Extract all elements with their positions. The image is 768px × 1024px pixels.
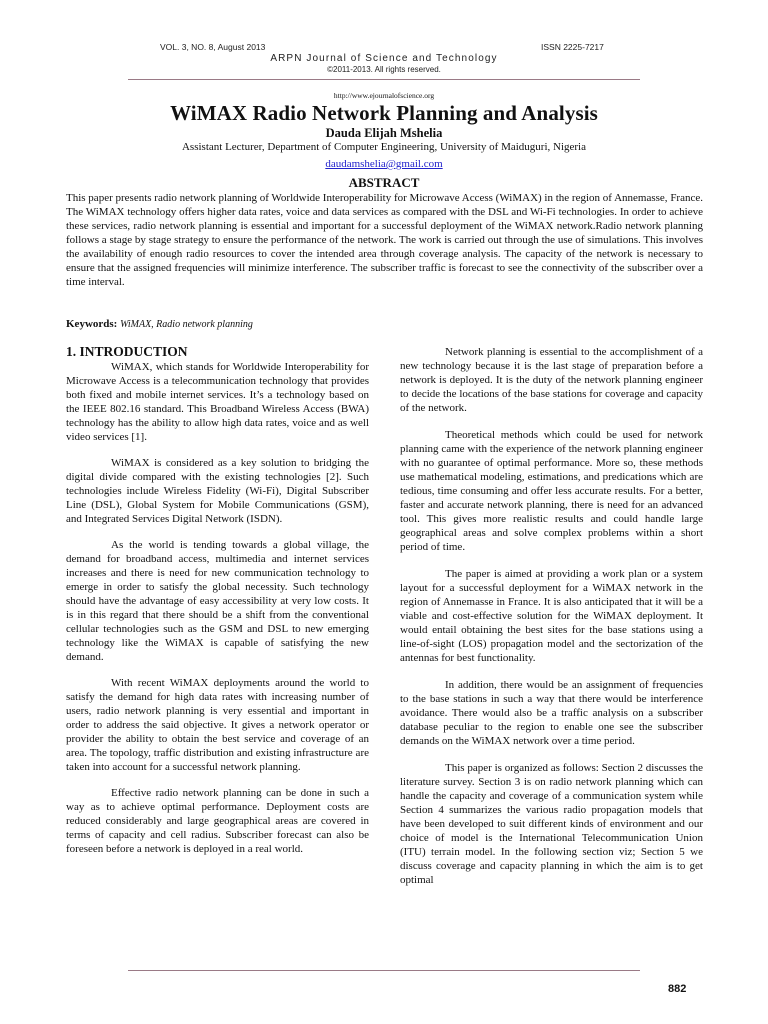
paragraph: The paper is aimed at providing a work plan or a system layout for a successful deployment for a WiMAX network in the region of Annemasse in France. It is also anticipated that it will be a viable and cost-effective solution for the WiMAX deployment. It would entail obtaining the best sites for the base stations using a line-of-sight (LOS) propagation model and the sectorization of the antennas for best functionality. — [400, 568, 703, 664]
volume-info: VOL. 3, NO. 8, August 2013 — [160, 42, 266, 52]
header-divider — [128, 79, 640, 80]
paragraph: Network planning is essential to the accomplishment of a new technology because it is the last stage of preparation before a network is deployed. It is the duty of the network planning engineer to decide the locations of the base stations for coverage and capacity of the network. — [400, 346, 703, 414]
keywords-label: Keywords: — [66, 318, 118, 330]
paragraph: This paper is organized as follows: Section 2 discusses the literature survey. Section 3 is on radio network planning which can handle the capacity and coverage of a communication system while Section 4 summarizes the various radio propagation models that have been developed to suit different kinds of environment and our choice of model is the International Telecommunication Union (ITU) terrain model. In the following section viz; Section 5 we discuss coverage and capacity planning in which the aim is to get optimal — [400, 762, 703, 886]
footer-divider — [128, 970, 640, 971]
paragraph: Theoretical methods which could be used for network planning came with the experience of the network planning engineer with no guarantee of optimal performance. More so, these methods use mathematical modeling, estimations, and predications which are tedious, time consuming and offer less accurate results. For a better, faster and accurate network planning, there is need for an advanced tool. This gives more realistic results and could handle large geographical areas and solve complex problems within a short period of time. — [400, 429, 703, 553]
paper-title: WiMAX Radio Network Planning and Analysis — [170, 101, 598, 125]
page-number: 882 — [668, 983, 687, 995]
author-email — [0, 158, 768, 170]
journal-url[interactable]: http://www.ejournalofscience.org — [333, 91, 435, 100]
email-link[interactable]: daudamshelia@gmail.com — [325, 158, 443, 170]
author-affiliation: Assistant Lecturer, Department of Computer Engineering, University of Maiduguri, Nigeria — [181, 141, 586, 153]
keywords — [66, 318, 253, 330]
keywords-value: WiMAX, Radio network planning — [120, 319, 253, 330]
issn: ISSN 2225-7217 — [541, 42, 604, 52]
left-column — [66, 344, 369, 868]
paragraph: Effective radio network planning can be done in such a way as to achieve optimal performance. Deployment costs are reduced considerably and large geographical areas are covered in terms of capacity and cell radius. Subscriber forecast can also be foreseen before a network is deployed in a real world. — [66, 787, 369, 855]
author-name: Dauda Elijah Mshelia — [325, 126, 443, 140]
paragraph: In addition, there would be an assignment of frequencies to the base stations in such a way that there would be interference avoidance. There would also be a traffic analysis on a subscriber database peculiar to the region to enable one see the subscriber demands on the WiMAX network over a time period. — [400, 679, 703, 747]
copyright: ©2011-2013. All rights reserved. — [327, 65, 441, 74]
paragraph: WiMAX is considered as a key solution to bridging the digital divide compared with the existing technologies [2]. Such technologies include Wireless Fidelity (Wi-Fi), Digital Subscriber Line (DSL), Global System for Mobile Communications (GSM), and Integrated Services Digital Network (ISDN). — [66, 457, 369, 525]
journal-name: ARPN Journal of Science and Technology — [270, 53, 498, 64]
paragraph: WiMAX, which stands for Worldwide Interoperability for Microwave Access is a telecommunication technology that provides both fixed and mobile internet services. It’s a technology based on the IEEE 802.16 standard. This Broadband Wireless Access (BWA) technology has the ability to allow high data rates, voice and as well video services [1]. — [66, 361, 369, 443]
section-heading: 1. INTRODUCTION — [66, 344, 188, 359]
paragraph: With recent WiMAX deployments around the world to satisfy the demand for high data rates with increasing number of users, radio network planning is very essential and important in order to address the said objective. It gives a network operator or provider the ability to obtain the best service and coverage of an area. The topology, traffic distribution and existing infrastructure are taken into account for a successful network planning. — [66, 677, 369, 773]
abstract-heading: ABSTRACT — [348, 175, 420, 190]
paragraph: As the world is tending towards a global village, the demand for broadband access, multimedia and internet services increases and there is need for new communication technology to emerge in order to satisfy the global necessity. Such technology should have the advantage of easy accessibility at very low costs. It is in this regard that there should be a shift from the conventional cellular technologies such as the GSM and DSL to new emerging technology like the WiMAX is capable of satisfying the new demand. — [66, 539, 369, 663]
abstract-text: This paper presents radio network planning of Worldwide Interoperability for Microwave Access (WiMAX) in the region of Annemasse, France. The WiMAX technology offers higher data rates, voice and data services as compared with the DSL and Wi-Fi technologies. In order to achieve these services, radio network planning is essential and important for a successful deployment of the WiMAX network.Radio network planning follows a stage by stage strategy to ensure the performance of the network. The work is carried out through the use of simulations. This involves the availability of enough radio resources to cover the intended area through coverage analysis. The capacity of the network is necessary to ensure that the assigned frequencies will minimize interference. The subscriber traffic is forecast to see the connectivity of the subscriber over a time interval. — [66, 192, 703, 288]
right-column — [400, 345, 703, 900]
